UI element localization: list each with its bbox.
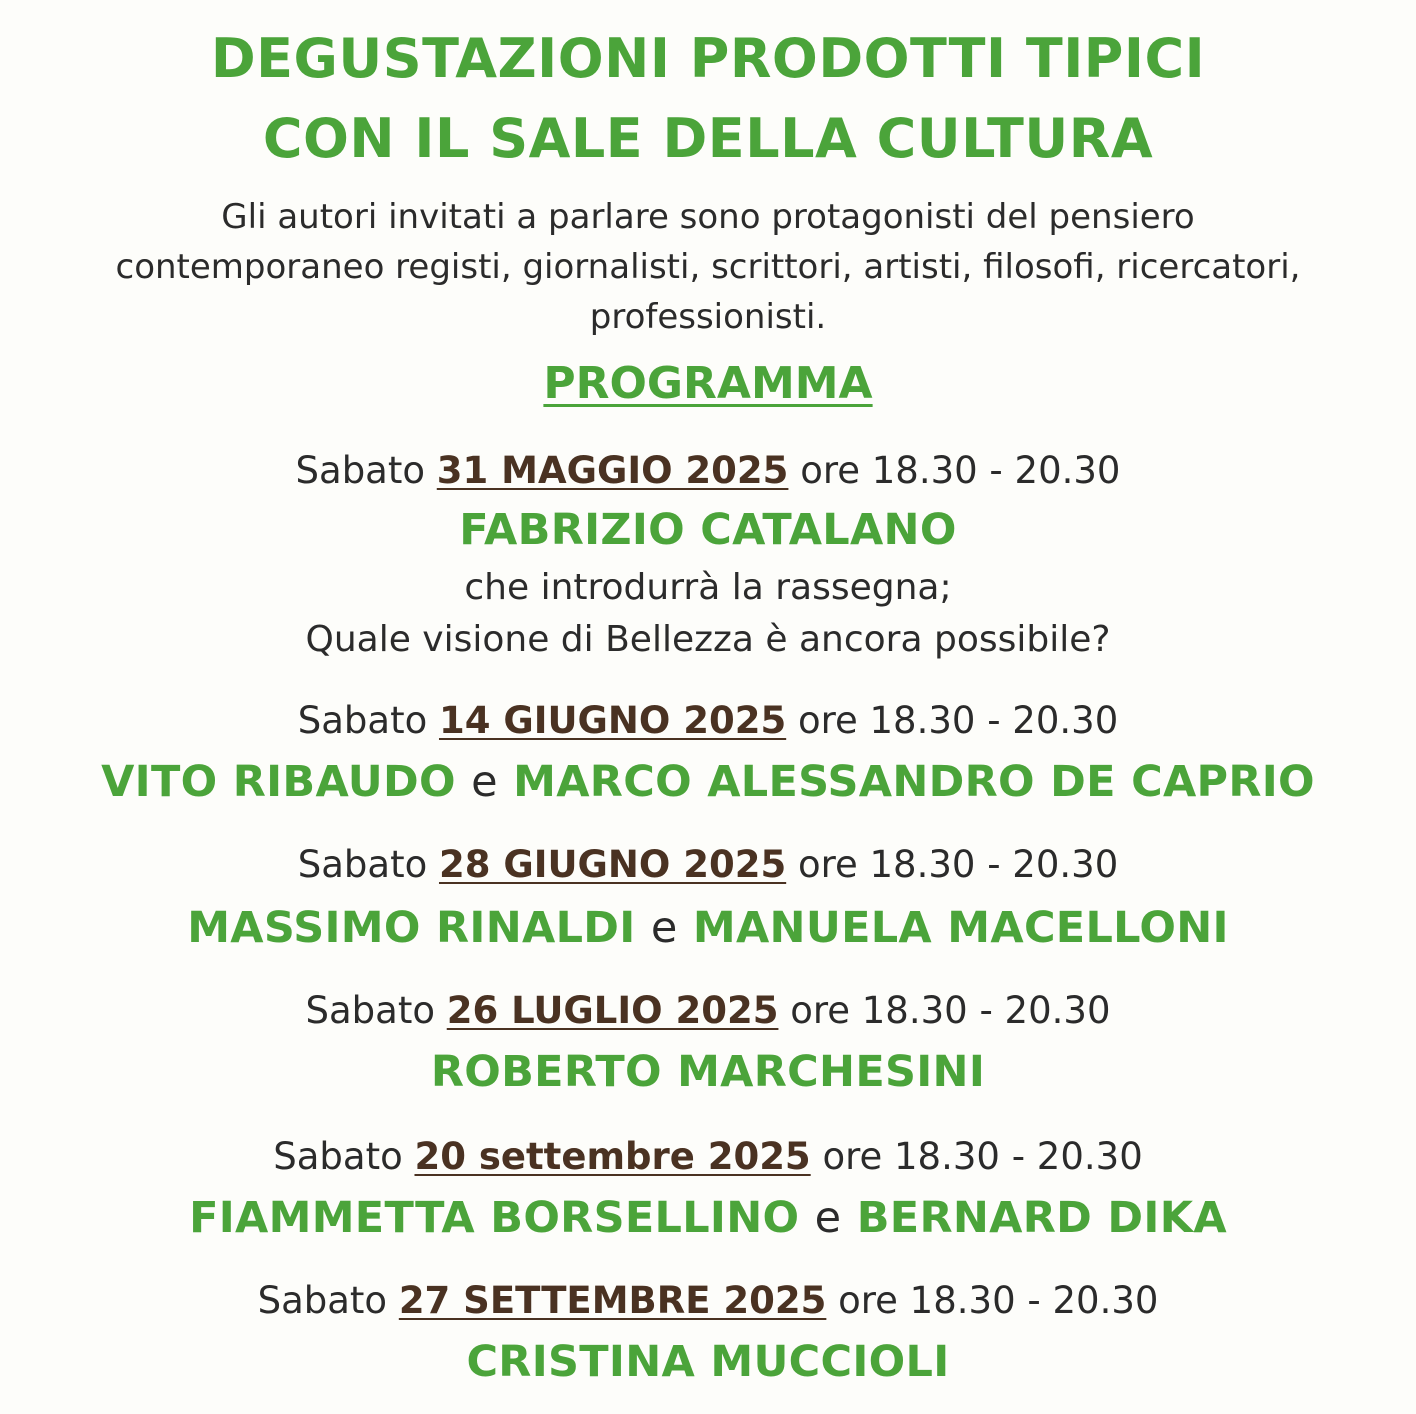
event-date: 26 LUGLIO 2025	[446, 989, 779, 1032]
event-day: Sabato	[297, 699, 428, 742]
event-date: 28 GIUGNO 2025	[438, 843, 787, 886]
event-date: 31 MAGGIO 2025	[436, 449, 789, 492]
intro-line-2: contemporaneo registi, giornalisti, scrittori, artisti, filosofi, ricercatori,	[115, 247, 1301, 287]
speaker-name: MARCO ALESSANDRO DE CAPRIO	[513, 757, 1315, 807]
programma-heading	[0, 356, 1416, 412]
event-speakers	[0, 1334, 1416, 1390]
event-speakers	[0, 754, 1416, 810]
intro-line-3: professionisti.	[589, 297, 827, 337]
speaker-conjunction: e	[650, 903, 678, 953]
event-date-line	[0, 1276, 1416, 1326]
event-speakers	[0, 502, 1416, 558]
event-date: 20 settembre 2025	[414, 1135, 811, 1178]
speaker-name: FIAMMETTA BORSELLINO	[189, 1193, 800, 1243]
title-line-1: DEGUSTAZIONI PRODOTTI TIPICI	[210, 27, 1206, 90]
event-description-line-1: che introdurrà la rassegna;	[464, 567, 952, 608]
event-description-line-2: Quale visione di Bellezza è ancora possibile?	[305, 619, 1111, 660]
speaker-name: FABRIZIO CATALANO	[459, 505, 957, 555]
programma-heading-text: PROGRAMMA	[543, 358, 873, 409]
intro-line-1: Gli autori invitati a parlare sono protagonisti del pensiero	[221, 197, 1195, 237]
event-speakers	[0, 1044, 1416, 1100]
event-date-line	[0, 1132, 1416, 1182]
event-date: 27 SETTEMBRE 2025	[398, 1279, 827, 1322]
event-day: Sabato	[305, 989, 435, 1032]
event-day: Sabato	[273, 1135, 403, 1178]
title-line-2: CON IL SALE DELLA CULTURA	[262, 107, 1154, 170]
speaker-name: BERNARD DIKA	[856, 1193, 1227, 1243]
event-date: 14 GIUGNO 2025	[438, 699, 787, 742]
speaker-name: MASSIMO RINALDI	[187, 903, 636, 953]
speaker-name: CRISTINA MUCCIOLI	[466, 1337, 950, 1387]
speaker-conjunction: e	[471, 757, 498, 807]
event-date-line	[0, 840, 1416, 890]
event-date-line	[0, 986, 1416, 1036]
event-speakers	[0, 900, 1416, 956]
event-date-line	[0, 446, 1416, 496]
event-time: ore 18.30 - 20.30	[790, 989, 1111, 1032]
event-date-line	[0, 696, 1416, 746]
event-day: Sabato	[257, 1279, 388, 1322]
event-time: ore 18.30 - 20.30	[800, 449, 1121, 492]
speaker-name: MANUELA MACELLONI	[692, 903, 1229, 953]
event-time: ore 18.30 - 20.30	[822, 1135, 1143, 1178]
event-day: Sabato	[295, 449, 425, 492]
event-time: ore 18.30 - 20.30	[797, 699, 1119, 742]
event-day: Sabato	[297, 843, 428, 886]
event-time: ore 18.30 - 20.30	[838, 1279, 1159, 1322]
event-time: ore 18.30 - 20.30	[797, 843, 1119, 886]
speaker-conjunction: e	[814, 1193, 842, 1243]
speaker-name: VITO RIBAUDO	[101, 757, 456, 807]
speaker-name: ROBERTO MARCHESINI	[430, 1047, 986, 1097]
event-speakers	[0, 1190, 1416, 1246]
